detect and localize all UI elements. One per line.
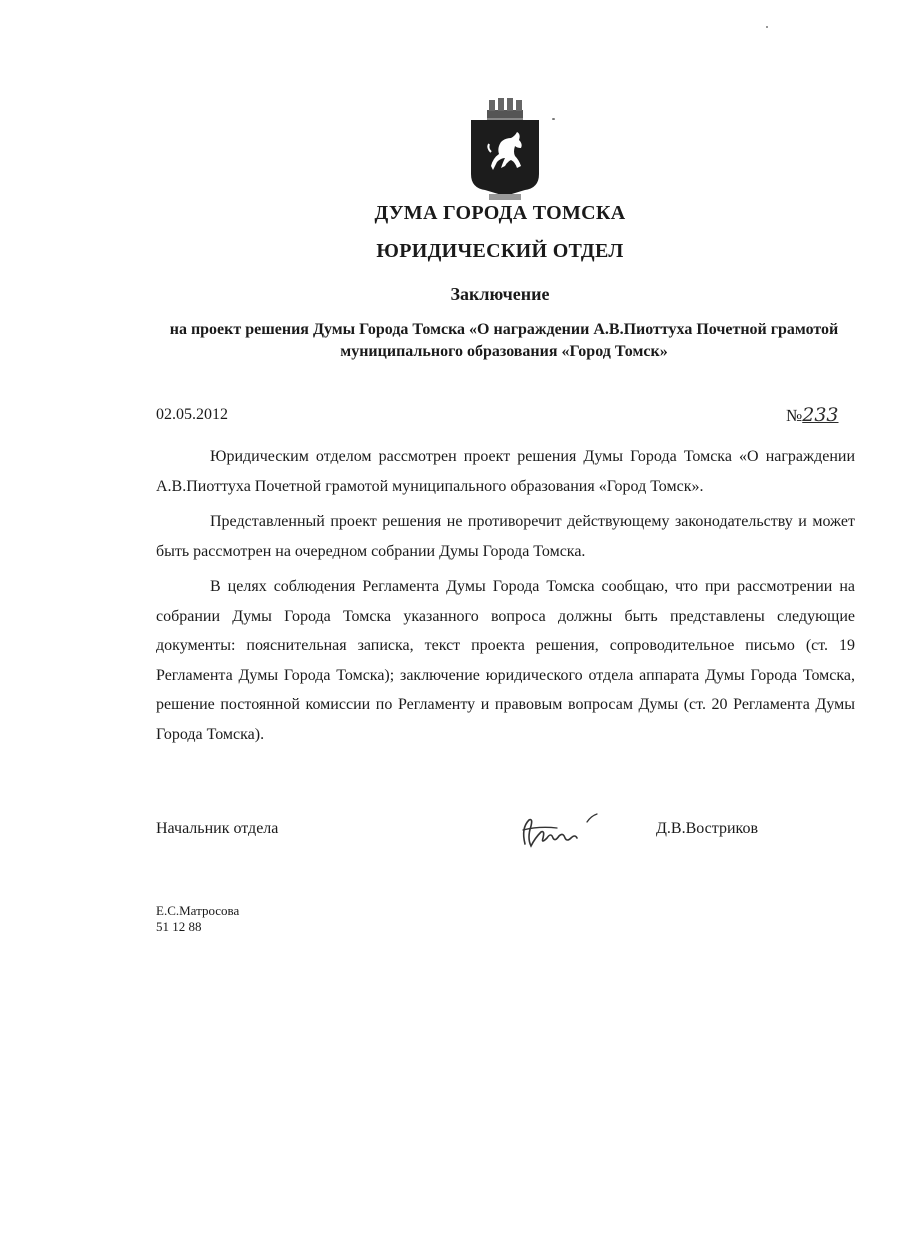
- body-paragraph: Юридическим отделом рассмотрен проект решения Думы Города Томска «О награждении А.В.Пиоттуха Почетной грамотой муниципального образования «Город Томск».: [156, 448, 855, 495]
- department-name: ЮРИДИЧЕСКИЙ ОТДЕЛ: [376, 240, 624, 262]
- executor-block: [156, 903, 239, 935]
- document-number-value: 233: [802, 404, 839, 426]
- document-date: 02.05.2012: [156, 406, 228, 423]
- document-title: Заключение: [450, 284, 550, 304]
- organization-name: ДУМА ГОРОДА ТОМСКА: [374, 202, 626, 224]
- handwritten-signature-icon: [515, 808, 605, 852]
- signer-name: Д.В.Востриков: [656, 820, 759, 837]
- scan-speck: [766, 26, 768, 28]
- executor-name: Е.С.Матросова: [156, 903, 240, 918]
- executor-phone: 51 12 88: [156, 919, 202, 934]
- tomsk-coat-of-arms-icon: [467, 96, 543, 204]
- document-subject: на проект решения Думы Города Томска «О награждении А.В.Пиоттуха Почетной грамотой муниципального образования «Город Томск»: [169, 321, 839, 360]
- scan-speck: [552, 118, 555, 120]
- number-sign: №: [786, 406, 803, 425]
- body-paragraph: В целях соблюдения Регламента Думы Города Томска сообщаю, что при рассмотрении на собрании Думы Города Томска указанного вопроса должны быть представлены следующие документы: пояснительная записка, текст проекта решения, сопроводительное письмо (ст. 19 Регламента Думы Города Томска); заключение юридического отдела аппарата Думы Города Томска, решение постоянной комиссии по Регламенту и правовым вопросам Думы (ст. 20 Регламента Думы Города Томска).: [156, 578, 855, 743]
- document-body: [156, 442, 855, 755]
- signer-role: Начальник отдела: [156, 820, 279, 837]
- body-paragraph: Представленный проект решения не противоречит действующему законодательству и может быть рассмотрен на очередном собрании Думы Города Томска.: [156, 513, 855, 560]
- document-number: [786, 404, 839, 426]
